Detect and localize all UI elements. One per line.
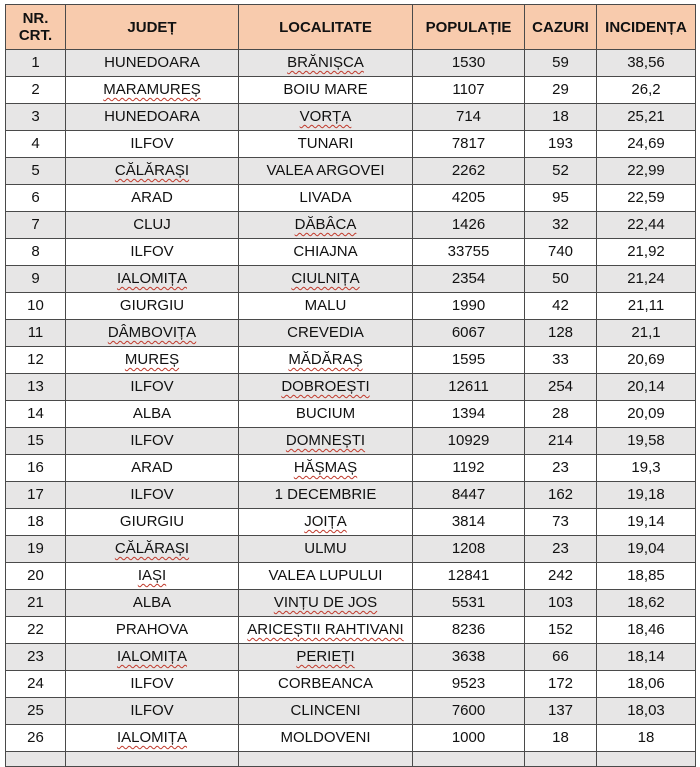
cell-judet: CĂLĂRAȘI (66, 158, 239, 185)
cell-cazuri: 254 (525, 374, 597, 401)
cell-nr: 20 (6, 563, 66, 590)
cell-localitate: CHIAJNA (239, 239, 413, 266)
cell-judet: CLUJ (66, 212, 239, 239)
header-cazuri: CAZURI (525, 5, 597, 50)
table-row (6, 239, 696, 266)
cell-judet: ALBA (66, 590, 239, 617)
table-row (6, 347, 696, 374)
cell-populatie: 12841 (413, 563, 525, 590)
cell-judet: MARAMUREȘ (66, 77, 239, 104)
cell-nr: 3 (6, 104, 66, 131)
cell-incidenta: 18,14 (597, 644, 696, 671)
cell-judet: PRAHOVA (66, 617, 239, 644)
cell-populatie: 3814 (413, 509, 525, 536)
cell-judet: IALOMIȚA (66, 644, 239, 671)
cell-cazuri: 152 (525, 617, 597, 644)
cell-populatie: 6067 (413, 320, 525, 347)
cell-judet: IALOMIȚA (66, 266, 239, 293)
cell-populatie: 5531 (413, 590, 525, 617)
header-row (6, 5, 696, 50)
table-row (6, 374, 696, 401)
cell-localitate: CIULNIȚA (239, 266, 413, 293)
cell-empty (6, 752, 66, 767)
cell-incidenta: 19,58 (597, 428, 696, 455)
cell-cazuri: 66 (525, 644, 597, 671)
cell-localitate: HĂȘMAȘ (239, 455, 413, 482)
cell-populatie: 8447 (413, 482, 525, 509)
table-body (6, 50, 696, 767)
header-populatie: POPULAȚIE (413, 5, 525, 50)
cell-nr: 25 (6, 698, 66, 725)
cell-nr: 9 (6, 266, 66, 293)
cell-populatie: 1530 (413, 50, 525, 77)
cell-nr: 18 (6, 509, 66, 536)
cell-nr: 23 (6, 644, 66, 671)
cell-empty (239, 752, 413, 767)
table-row (6, 671, 696, 698)
cell-empty (66, 752, 239, 767)
cell-judet: ARAD (66, 455, 239, 482)
header-incidenta: INCIDENȚA (597, 5, 696, 50)
cell-populatie: 1192 (413, 455, 525, 482)
cell-localitate: BOIU MARE (239, 77, 413, 104)
cell-incidenta: 21,11 (597, 293, 696, 320)
cell-localitate: TUNARI (239, 131, 413, 158)
cell-populatie: 1426 (413, 212, 525, 239)
cell-nr: 24 (6, 671, 66, 698)
cell-localitate: CREVEDIA (239, 320, 413, 347)
cell-localitate: MĂDĂRAȘ (239, 347, 413, 374)
cell-localitate: 1 DECEMBRIE (239, 482, 413, 509)
cell-localitate: DĂBÂCA (239, 212, 413, 239)
cell-cazuri: 29 (525, 77, 597, 104)
cell-empty (525, 752, 597, 767)
cell-localitate: VALEA LUPULUI (239, 563, 413, 590)
table-row (6, 563, 696, 590)
cell-nr: 16 (6, 455, 66, 482)
cell-judet: ILFOV (66, 482, 239, 509)
cell-localitate: ARICEȘTII RAHTIVANI (239, 617, 413, 644)
cell-populatie: 1107 (413, 77, 525, 104)
cell-judet: HUNEDOARA (66, 50, 239, 77)
table-row (6, 158, 696, 185)
cell-incidenta: 18,03 (597, 698, 696, 725)
cell-judet: ARAD (66, 185, 239, 212)
cell-nr: 14 (6, 401, 66, 428)
cell-incidenta: 38,56 (597, 50, 696, 77)
cell-nr: 4 (6, 131, 66, 158)
incidence-table (5, 4, 696, 767)
cell-incidenta: 18,46 (597, 617, 696, 644)
cell-incidenta: 21,92 (597, 239, 696, 266)
cell-cazuri: 28 (525, 401, 597, 428)
cell-nr: 7 (6, 212, 66, 239)
cell-nr: 22 (6, 617, 66, 644)
table-row (6, 185, 696, 212)
cell-incidenta: 19,18 (597, 482, 696, 509)
cell-nr: 8 (6, 239, 66, 266)
cell-empty (597, 752, 696, 767)
cell-nr: 10 (6, 293, 66, 320)
cell-cazuri: 32 (525, 212, 597, 239)
cell-cazuri: 33 (525, 347, 597, 374)
table-header (6, 5, 696, 50)
cell-nr: 26 (6, 725, 66, 752)
cell-cazuri: 193 (525, 131, 597, 158)
cell-judet: GIURGIU (66, 293, 239, 320)
cell-cazuri: 18 (525, 725, 597, 752)
cell-judet: IAȘI (66, 563, 239, 590)
cell-localitate: MALU (239, 293, 413, 320)
table-row (6, 482, 696, 509)
table-row-cut-off (6, 752, 696, 767)
cell-nr: 1 (6, 50, 66, 77)
cell-incidenta: 20,14 (597, 374, 696, 401)
cell-populatie: 1990 (413, 293, 525, 320)
cell-incidenta: 19,14 (597, 509, 696, 536)
cell-localitate: LIVADA (239, 185, 413, 212)
cell-cazuri: 52 (525, 158, 597, 185)
table-row (6, 590, 696, 617)
cell-judet: ILFOV (66, 239, 239, 266)
cell-nr: 17 (6, 482, 66, 509)
cell-incidenta: 19,04 (597, 536, 696, 563)
cell-incidenta: 22,99 (597, 158, 696, 185)
cell-localitate: VINȚU DE JOS (239, 590, 413, 617)
table-row (6, 50, 696, 77)
cell-localitate: DOBROEȘTI (239, 374, 413, 401)
cell-localitate: MOLDOVENI (239, 725, 413, 752)
cell-judet: ILFOV (66, 374, 239, 401)
cell-incidenta: 20,69 (597, 347, 696, 374)
cell-incidenta: 18,06 (597, 671, 696, 698)
cell-cazuri: 42 (525, 293, 597, 320)
cell-localitate: JOIȚA (239, 509, 413, 536)
table-row (6, 77, 696, 104)
cell-localitate: CLINCENI (239, 698, 413, 725)
cell-cazuri: 128 (525, 320, 597, 347)
table-row (6, 266, 696, 293)
cell-populatie: 2262 (413, 158, 525, 185)
cell-nr: 21 (6, 590, 66, 617)
cell-judet: ILFOV (66, 131, 239, 158)
cell-populatie: 4205 (413, 185, 525, 212)
cell-localitate: VALEA ARGOVEI (239, 158, 413, 185)
cell-populatie: 12611 (413, 374, 525, 401)
table-row (6, 428, 696, 455)
cell-incidenta: 21,24 (597, 266, 696, 293)
cell-localitate: BRĂNIȘCA (239, 50, 413, 77)
cell-nr: 5 (6, 158, 66, 185)
table-row (6, 401, 696, 428)
cell-incidenta: 21,1 (597, 320, 696, 347)
header-nr-crt: NR. CRT. (6, 5, 66, 50)
table-row (6, 536, 696, 563)
cell-localitate: BUCIUM (239, 401, 413, 428)
table-row (6, 293, 696, 320)
cell-populatie: 2354 (413, 266, 525, 293)
cell-populatie: 7817 (413, 131, 525, 158)
cell-localitate: ULMU (239, 536, 413, 563)
cell-cazuri: 162 (525, 482, 597, 509)
header-judet: JUDEȚ (66, 5, 239, 50)
cell-cazuri: 50 (525, 266, 597, 293)
cell-populatie: 714 (413, 104, 525, 131)
cell-judet: ILFOV (66, 428, 239, 455)
cell-cazuri: 242 (525, 563, 597, 590)
table-row (6, 644, 696, 671)
cell-nr: 11 (6, 320, 66, 347)
cell-cazuri: 172 (525, 671, 597, 698)
cell-cazuri: 103 (525, 590, 597, 617)
table-row (6, 617, 696, 644)
cell-populatie: 8236 (413, 617, 525, 644)
cell-cazuri: 59 (525, 50, 597, 77)
cell-populatie: 1595 (413, 347, 525, 374)
table-row (6, 320, 696, 347)
cell-incidenta: 19,3 (597, 455, 696, 482)
cell-incidenta: 18 (597, 725, 696, 752)
cell-incidenta: 25,21 (597, 104, 696, 131)
cell-empty (413, 752, 525, 767)
cell-incidenta: 20,09 (597, 401, 696, 428)
cell-nr: 12 (6, 347, 66, 374)
cell-incidenta: 18,62 (597, 590, 696, 617)
cell-populatie: 3638 (413, 644, 525, 671)
cell-populatie: 1394 (413, 401, 525, 428)
cell-judet: IALOMIȚA (66, 725, 239, 752)
cell-localitate: CORBEANCA (239, 671, 413, 698)
cell-cazuri: 740 (525, 239, 597, 266)
table-row (6, 455, 696, 482)
cell-nr: 13 (6, 374, 66, 401)
cell-populatie: 1208 (413, 536, 525, 563)
cell-judet: ALBA (66, 401, 239, 428)
cell-cazuri: 23 (525, 455, 597, 482)
cell-judet: MUREȘ (66, 347, 239, 374)
cell-cazuri: 23 (525, 536, 597, 563)
header-localitate: LOCALITATE (239, 5, 413, 50)
table-row (6, 725, 696, 752)
cell-incidenta: 24,69 (597, 131, 696, 158)
table-row (6, 212, 696, 239)
cell-incidenta: 18,85 (597, 563, 696, 590)
cell-nr: 19 (6, 536, 66, 563)
table-row (6, 698, 696, 725)
table-row (6, 509, 696, 536)
cell-cazuri: 214 (525, 428, 597, 455)
cell-populatie: 10929 (413, 428, 525, 455)
cell-populatie: 9523 (413, 671, 525, 698)
cell-cazuri: 95 (525, 185, 597, 212)
cell-cazuri: 73 (525, 509, 597, 536)
cell-judet: ILFOV (66, 698, 239, 725)
table-row (6, 104, 696, 131)
cell-cazuri: 137 (525, 698, 597, 725)
cell-populatie: 1000 (413, 725, 525, 752)
cell-localitate: PERIEȚI (239, 644, 413, 671)
cell-nr: 2 (6, 77, 66, 104)
cell-populatie: 7600 (413, 698, 525, 725)
cell-incidenta: 26,2 (597, 77, 696, 104)
cell-judet: DÂMBOVIȚA (66, 320, 239, 347)
cell-populatie: 33755 (413, 239, 525, 266)
cell-judet: GIURGIU (66, 509, 239, 536)
cell-nr: 6 (6, 185, 66, 212)
cell-cazuri: 18 (525, 104, 597, 131)
cell-incidenta: 22,44 (597, 212, 696, 239)
cell-localitate: VORȚA (239, 104, 413, 131)
cell-localitate: DOMNEȘTI (239, 428, 413, 455)
cell-judet: HUNEDOARA (66, 104, 239, 131)
cell-incidenta: 22,59 (597, 185, 696, 212)
cell-judet: CĂLĂRAȘI (66, 536, 239, 563)
cell-nr: 15 (6, 428, 66, 455)
table-row (6, 131, 696, 158)
cell-judet: ILFOV (66, 671, 239, 698)
